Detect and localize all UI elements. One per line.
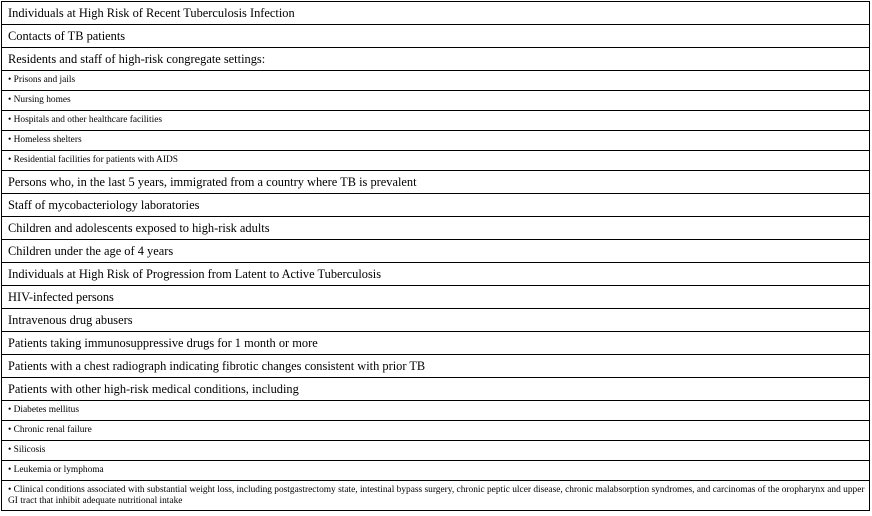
- bullet-item-text: • Residential facilities for patients with AIDS: [2, 151, 870, 171]
- row-text: Persons who, in the last 5 years, immigrated from a country where TB is prevalent: [2, 171, 870, 194]
- table-subrow: [2, 481, 870, 511]
- table-row: [2, 25, 870, 48]
- row-text: Patients with a chest radiograph indicating fibrotic changes consistent with prior TB: [2, 355, 870, 378]
- table-subrow: [2, 441, 870, 461]
- table-row: [2, 217, 870, 240]
- table-subrow: [2, 421, 870, 441]
- bullet-item-text: • Leukemia or lymphoma: [2, 461, 870, 481]
- bullet-item-text: • Silicosis: [2, 441, 870, 461]
- table-subrow: [2, 111, 870, 131]
- bullet-item-text: • Diabetes mellitus: [2, 401, 870, 421]
- table-row: [2, 194, 870, 217]
- bullet-item-text: • Clinical conditions associated with substantial weight loss, including postgastrectomy state, intestinal bypass surgery, chronic peptic ulcer disease, chronic malabsorption syndromes, and carcinomas of the oropharynx and upper GI tract that inhibit adequate nutritional intake: [2, 481, 870, 511]
- table-row: [2, 378, 870, 401]
- bullet-item-text: • Nursing homes: [2, 91, 870, 111]
- row-text: Staff of mycobacteriology laboratories: [2, 194, 870, 217]
- table-row: [2, 2, 870, 25]
- row-text: Patients with other high-risk medical conditions, including: [2, 378, 870, 401]
- table-subrow: [2, 151, 870, 171]
- row-text: Children under the age of 4 years: [2, 240, 870, 263]
- table-row: [2, 171, 870, 194]
- table-subrow: [2, 461, 870, 481]
- table-row: [2, 355, 870, 378]
- row-text: Residents and staff of high-risk congregate settings:: [2, 48, 870, 71]
- row-text: Contacts of TB patients: [2, 25, 870, 48]
- table-row: [2, 240, 870, 263]
- row-text: Individuals at High Risk of Recent Tuberculosis Infection: [2, 2, 870, 25]
- bullet-item-text: • Chronic renal failure: [2, 421, 870, 441]
- bullet-item-text: • Prisons and jails: [2, 71, 870, 91]
- tb-risk-table: [1, 1, 870, 511]
- row-text: Patients taking immunosuppressive drugs for 1 month or more: [2, 332, 870, 355]
- table-row: [2, 263, 870, 286]
- bullet-item-text: • Hospitals and other healthcare facilities: [2, 111, 870, 131]
- table-row: [2, 48, 870, 71]
- row-text: Children and adolescents exposed to high-risk adults: [2, 217, 870, 240]
- tb-risk-table-body: [2, 2, 870, 511]
- table-subrow: [2, 401, 870, 421]
- row-text: Individuals at High Risk of Progression from Latent to Active Tuberculosis: [2, 263, 870, 286]
- row-text: HIV-infected persons: [2, 286, 870, 309]
- table-row: [2, 309, 870, 332]
- table-row: [2, 332, 870, 355]
- bullet-item-text: • Homeless shelters: [2, 131, 870, 151]
- row-text: Intravenous drug abusers: [2, 309, 870, 332]
- table-subrow: [2, 131, 870, 151]
- table-row: [2, 286, 870, 309]
- table-subrow: [2, 91, 870, 111]
- table-subrow: [2, 71, 870, 91]
